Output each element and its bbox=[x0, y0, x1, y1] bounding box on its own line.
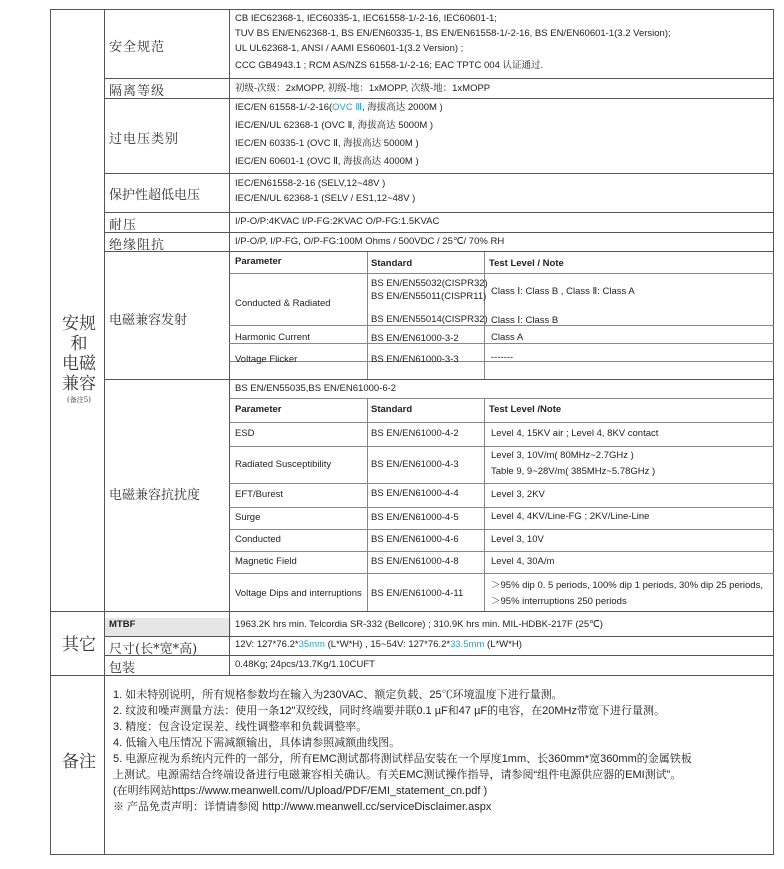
immunity-param: Conducted bbox=[235, 534, 281, 545]
insulation-resistance-value: I/P-O/P, I/P-FG, O/P-FG:100M Ohms / 500VDC / 25℃/ 70% RH bbox=[235, 236, 505, 247]
immunity-param: EFT/Burest bbox=[235, 489, 284, 500]
emission-note: ------- bbox=[491, 352, 514, 363]
immunity-param: Voltage Dips and interruptions bbox=[235, 588, 362, 599]
note-item: 2. 纹波和噪声测量方法：使用一条12"双绞线，同时终端要并联0.1 µF和47 µF的电容，在20MHz带宽下进行量测。 bbox=[113, 705, 665, 717]
emission-standard: BS EN/EN55014(CISPR32) bbox=[371, 314, 488, 325]
overvoltage-category-label: 过电压类别 bbox=[109, 132, 180, 147]
mtbf-label: MTBF bbox=[109, 619, 136, 630]
immunity-header-standard: Standard bbox=[371, 404, 413, 415]
overvoltage-line: IEC/EN 60335-1 (OVC Ⅱ, 海拔高达 5000M ) bbox=[235, 138, 419, 149]
packing-label: 包装 bbox=[109, 661, 136, 676]
immunity-note: ＞95% interruptions 250 periods bbox=[491, 596, 627, 607]
emission-header-note: Test Level / Note bbox=[489, 258, 564, 269]
dimension-value: 12V: 127*76.2*35mm (L*W*H) , 15~54V: 127*76.2*33.5mm (L*W*H) bbox=[235, 639, 522, 650]
immunity-note: Level 3, 2KV bbox=[491, 489, 545, 500]
spec-sheet bbox=[50, 9, 774, 855]
note-item: (在明纬网站https://www.meanwell.com//Upload/PDF/EMI_statement_cn.pdf ) bbox=[113, 785, 488, 797]
emc-immunity-label: 电磁兼容抗扰度 bbox=[109, 488, 201, 503]
overvoltage-line: IEC/EN 60601-1 (OVC Ⅱ, 海拔高达 4000M ) bbox=[235, 156, 419, 167]
emission-note: Class Ⅰ: Class B , Class Ⅱ: Class A bbox=[491, 286, 635, 297]
immunity-standard: BS EN/EN61000-4-2 bbox=[371, 428, 459, 439]
immunity-param: Surge bbox=[235, 512, 261, 523]
emission-param: Conducted & Radiated bbox=[235, 298, 331, 309]
emission-header-standard: Standard bbox=[371, 258, 413, 269]
immunity-standard: BS EN/EN61000-4-5 bbox=[371, 512, 459, 523]
immunity-header-parameter: Parameter bbox=[235, 404, 282, 415]
immunity-note: Level 4, 15KV air ; Level 4, 8KV contact bbox=[491, 428, 659, 439]
emission-header-parameter: Parameter bbox=[235, 256, 282, 267]
emc-emission-label: 电磁兼容发射 bbox=[109, 313, 188, 328]
withstand-voltage-value: I/P-O/P:4KVAC I/P-FG:2KVAC O/P-FG:1.5KVAC bbox=[235, 216, 440, 227]
packing-value: 0.48Kg; 24pcs/13.7Kg/1.10CUFT bbox=[235, 659, 375, 670]
notes-group-label: 备注 bbox=[62, 752, 96, 772]
isolation-level-label: 隔离等级 bbox=[109, 84, 166, 99]
emission-note: Class A bbox=[491, 332, 524, 343]
isolation-level-value: 初级-次级：2xMOPP, 初级-地：1xMOPP, 次级-地：1xMOPP bbox=[235, 83, 491, 94]
immunity-param: ESD bbox=[235, 428, 255, 439]
dimension-label: 尺寸(长*宽*高) bbox=[109, 642, 198, 657]
immunity-standard: BS EN/EN61000-4-4 bbox=[371, 488, 459, 499]
immunity-header-note: Test Level /Note bbox=[489, 404, 562, 415]
emission-standard: BS EN/EN61000-3-2 bbox=[371, 333, 459, 344]
safety-standards-line: UL UL62368-1, ANSI / AAMI ES60601-1(3.2 Version) ; bbox=[235, 43, 464, 54]
immunity-note: Table 9, 9~28V/m( 385MHz~5.78GHz ) bbox=[491, 466, 656, 477]
safety-emc-group-label: 安规 和 电磁 兼容 (备注5) bbox=[62, 314, 96, 404]
safety-standards-label: 安全规范 bbox=[109, 40, 166, 55]
safety-standards-line: CB IEC62368-1, IEC60335-1, IEC61558-1/-2-16, IEC60601-1; bbox=[235, 13, 497, 24]
immunity-standard: BS EN/EN61000-4-6 bbox=[371, 534, 459, 545]
note-item: 1. 如未特别说明，所有规格参数均在输入为230VAC、额定负载、25℃环境温度下进行量测。 bbox=[113, 689, 563, 701]
pelv-label: 保护性超低电压 bbox=[109, 188, 201, 203]
note-item: 4. 低输入电压情况下需减额输出，具体请参照减额曲线图。 bbox=[113, 737, 401, 749]
pelv-line: IEC/EN/UL 62368-1 (SELV / ES1,12~48V ) bbox=[235, 193, 416, 204]
withstand-voltage-label: 耐压 bbox=[109, 218, 138, 233]
note-item: 3. 精度：包含设定误差、线性调整率和负载调整率。 bbox=[113, 721, 368, 733]
immunity-note: Level 3, 10V/m( 80MHz~2.7GHz ) bbox=[491, 450, 634, 461]
emission-standard: BS EN/EN55032(CISPR32) bbox=[371, 278, 488, 289]
emission-param: Harmonic Current bbox=[235, 332, 310, 343]
immunity-standard: BS EN/EN61000-4-11 bbox=[371, 588, 464, 599]
immunity-param: Magnetic Field bbox=[235, 556, 297, 567]
immunity-standards-line: BS EN/EN55035,BS EN/EN61000-6-2 bbox=[235, 383, 397, 394]
safety-standards-line: CCC GB4943.1 ; RCM AS/NZS 61558-1/-2-16; EAC TPTC 004 认证通过. bbox=[235, 60, 544, 71]
immunity-param: Radiated Susceptibility bbox=[235, 459, 332, 470]
immunity-standard: BS EN/EN61000-4-8 bbox=[371, 556, 459, 567]
note-item: 5. 电源应视为系统内元件的一部分，所有EMC测试都将测试样品安装在一个厚度1mm、长360mm*宽360mm的金属铁板 bbox=[113, 753, 692, 765]
emission-standard: BS EN/EN55011(CISPR11) bbox=[371, 291, 487, 302]
immunity-note: Level 4, 30A/m bbox=[491, 556, 555, 567]
overvoltage-line: IEC/EN 61558-1/-2-16(OVC Ⅲ, 海拔高达 2000M ) bbox=[235, 102, 443, 113]
insulation-resistance-label: 绝缘阻抗 bbox=[109, 238, 166, 253]
mtbf-value: 1963.2K hrs min. Telcordia SR-332 (Bellcore) ; 310.9K hrs min. MIL-HDBK-217F (25℃) bbox=[235, 619, 603, 630]
note-item: ※ 产品免责声明：详情请参阅 http://www.meanwell.cc/serviceDisclaimer.aspx bbox=[113, 801, 492, 813]
safety-standards-line: TUV BS EN/EN62368-1, BS EN/EN60335-1, BS EN/EN61558-1/-2-16, BS EN/EN60601-1(3.2 Version); bbox=[235, 28, 671, 39]
pelv-line: IEC/EN61558-2-16 (SELV,12~48V ) bbox=[235, 178, 386, 189]
notes-list bbox=[113, 687, 769, 815]
immunity-note: Level 3, 10V bbox=[491, 534, 544, 545]
note-item: 上测试。电源需结合终端设备进行电磁兼容相关确认。有关EMC测试操作指导，请参阅“组件电源供应器的EMI测试”。 bbox=[113, 769, 682, 781]
emission-param: Voltage Flicker bbox=[235, 354, 298, 365]
emission-standard: BS EN/EN61000-3-3 bbox=[371, 354, 459, 365]
immunity-standard: BS EN/EN61000-4-3 bbox=[371, 459, 459, 470]
immunity-note: ＞95% dip 0. 5 periods, 100% dip 1 periods, 30% dip 25 periods, bbox=[491, 580, 763, 591]
overvoltage-line: IEC/EN/UL 62368-1 (OVC Ⅱ, 海拔高达 5000M ) bbox=[235, 120, 434, 131]
immunity-note: Level 4, 4KV/Line-FG ; 2KV/Line-Line bbox=[491, 511, 650, 522]
others-group-label: 其它 bbox=[62, 635, 96, 655]
emission-note: Class Ⅰ: Class B bbox=[491, 315, 559, 326]
